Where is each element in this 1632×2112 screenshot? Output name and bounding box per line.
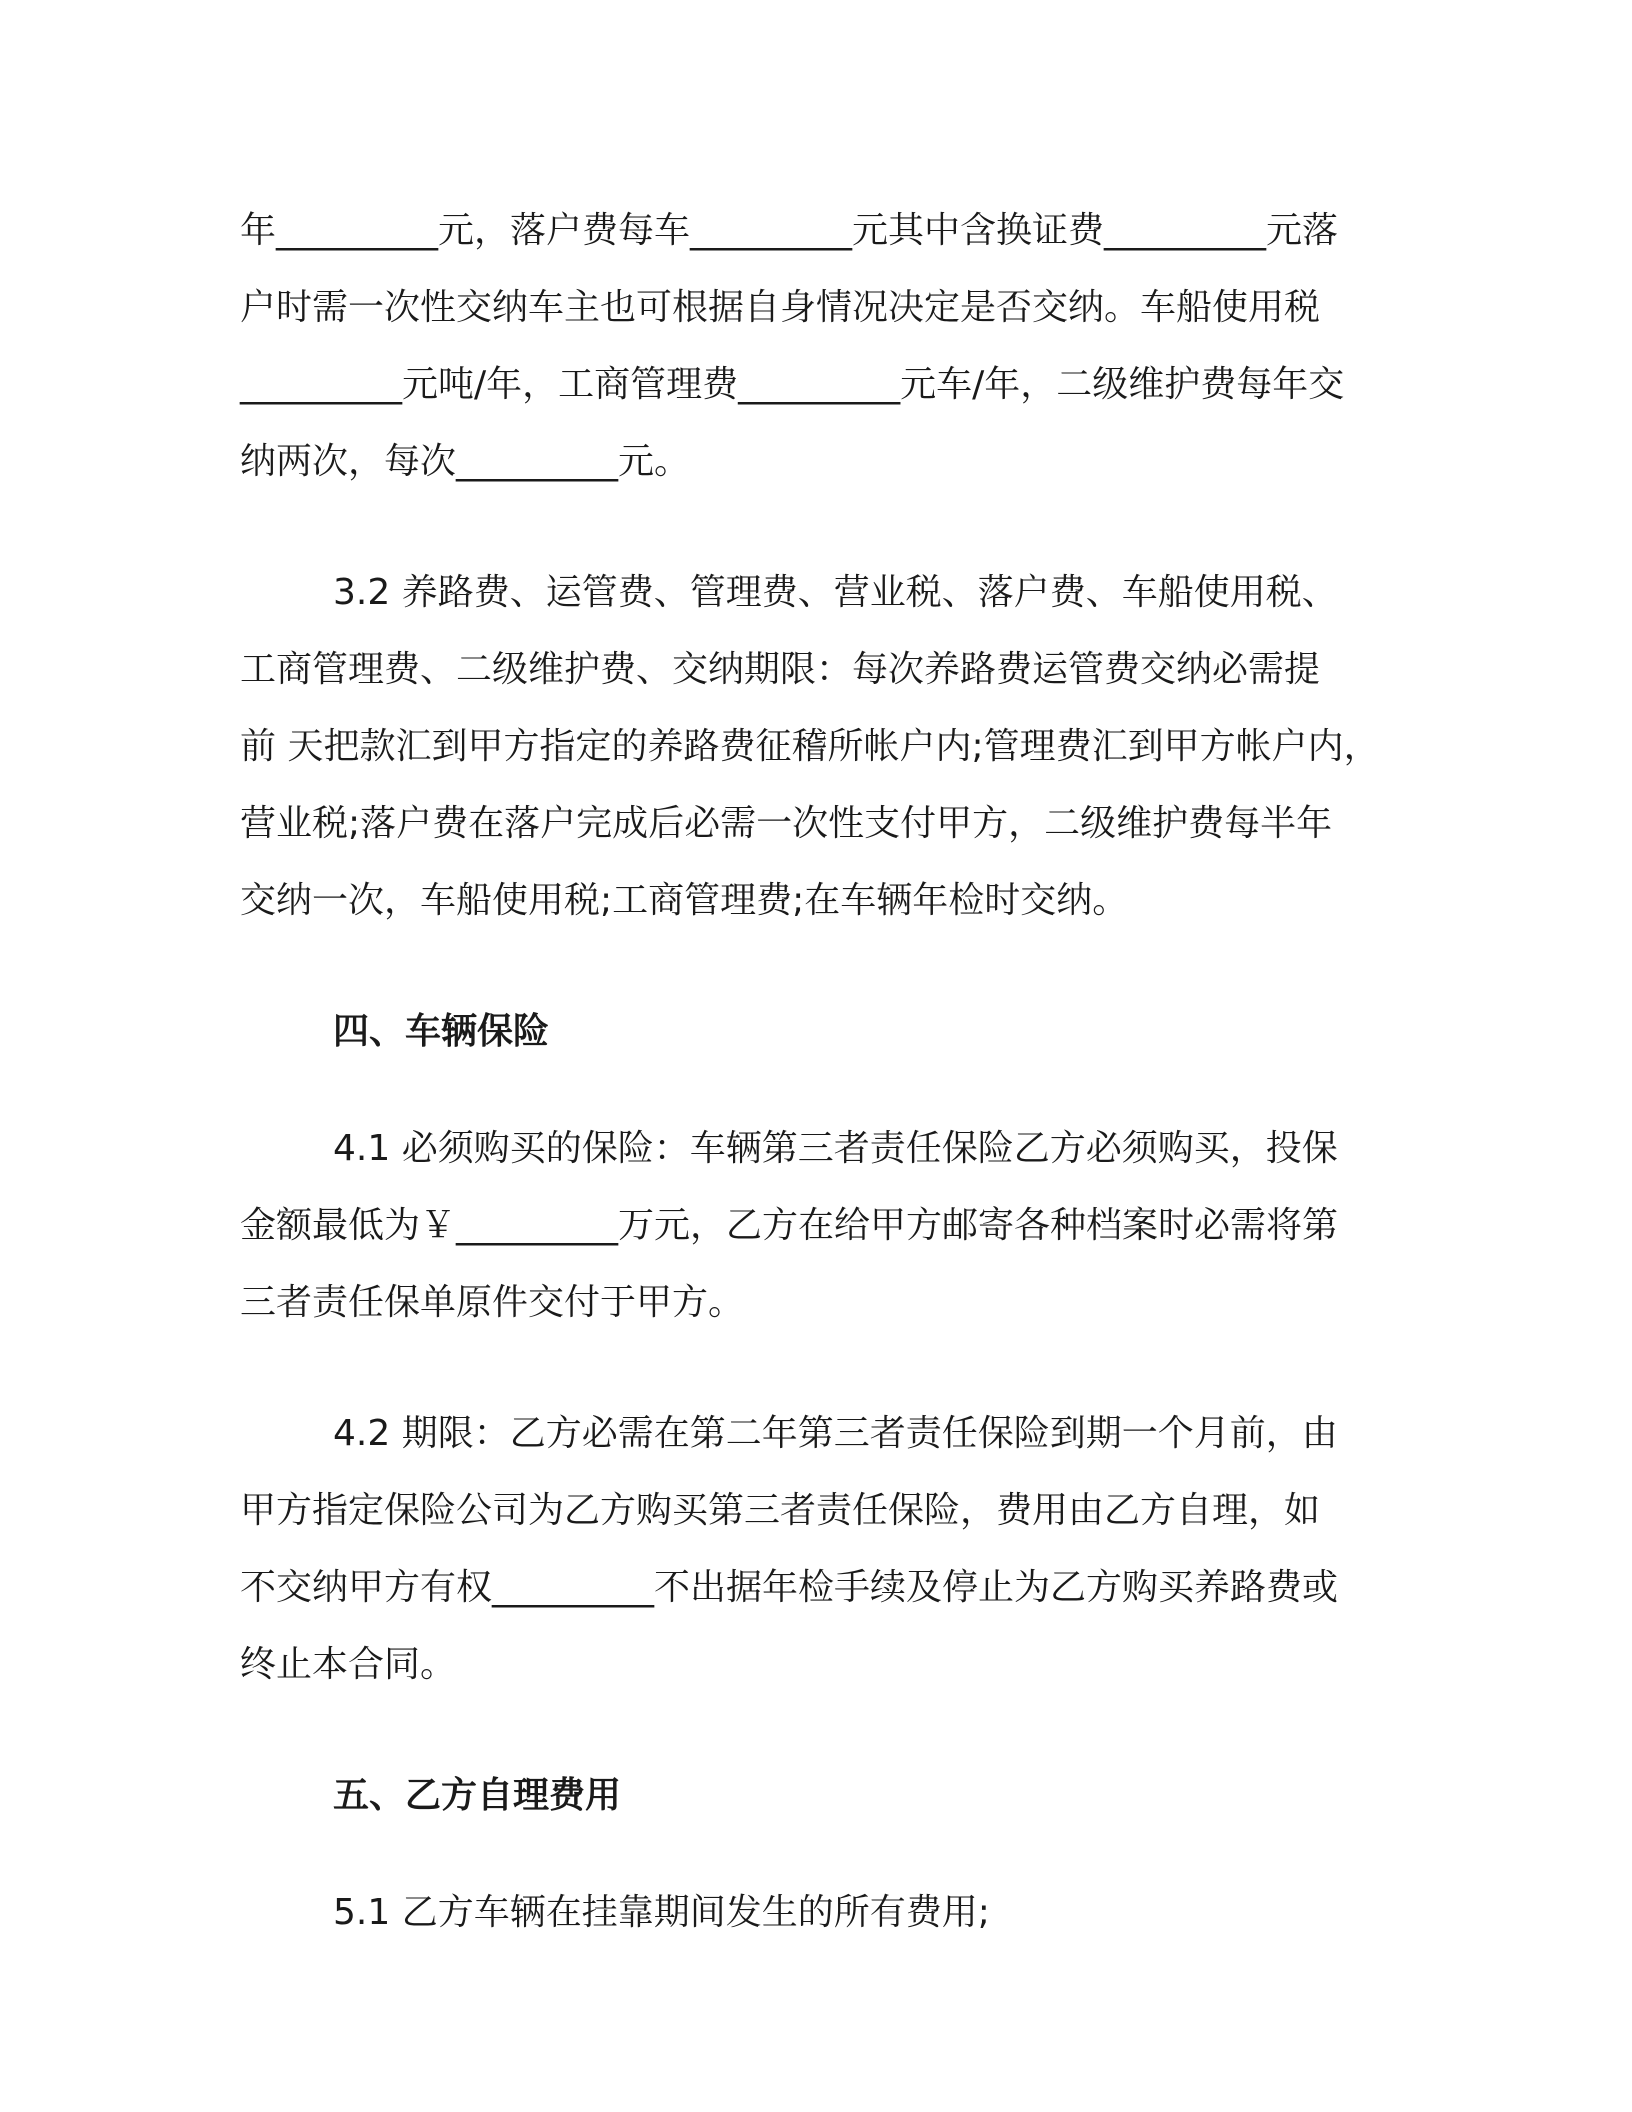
paragraph-5-1: 5.1 乙方车辆在挂靠期间发生的所有费用; (333, 1892, 990, 1933)
text-line: 前 天把款汇到甲方指定的养路费征稽所帐户内;管理费汇到甲方帐户内， (240, 726, 1380, 767)
text-line: 营业税;落户费在落户完成后必需一次性支付甲方，二级维护费每半年 (240, 803, 1333, 844)
text-line: 工商管理费、二级维护费、交纳期限：每次养路费运管费交纳必需提 (240, 649, 1321, 690)
text-line: 三者责任保单原件交付于甲方。 (240, 1282, 745, 1323)
text-line: 甲方指定保险公司为乙方购买第三者责任保险，费用由乙方自理，如 (240, 1490, 1321, 1531)
text-line: 户时需一次性交纳车主也可根据自身情况决定是否交纳。车船使用税 (240, 287, 1321, 328)
text-line: 不交纳甲方有权_________不出据年检手续及停止为乙方购买养路费或 (240, 1567, 1339, 1608)
text-line: 交纳一次，车船使用税;工商管理费;在车辆年检时交纳。 (240, 880, 1129, 921)
text-line: 终止本合同。 (240, 1644, 457, 1685)
paragraph-4-1 (240, 1110, 1400, 1341)
text-line: 4.2 期限：乙方必需在第二年第三者责任保险到期一个月前，由 (333, 1413, 1338, 1454)
document-page (240, 192, 1400, 1951)
section-heading-insurance: 四、车辆保险 (333, 1011, 550, 1052)
text-line: 年_________元，落户费每车_________元其中含换证费_________元落 (240, 210, 1339, 251)
text-line: 纳两次，每次_________元。 (240, 441, 691, 482)
text-line: _________元吨/年，工商管理费_________元车/年，二级维护费每年交 (240, 364, 1345, 405)
paragraph-4-2 (240, 1395, 1400, 1703)
paragraph-fees (240, 192, 1400, 500)
text-line: 4.1 必须购买的保险：车辆第三者责任保险乙方必须购买，投保 (333, 1128, 1338, 1169)
text-line: 金额最低为￥_________万元，乙方在给甲方邮寄各种档案时必需将第 (240, 1205, 1339, 1246)
section-heading-self-expenses: 五、乙方自理费用 (333, 1775, 622, 1816)
paragraph-3-2 (240, 554, 1400, 939)
text-line: 3.2 养路费、运管费、管理费、营业税、落户费、车船使用税、 (333, 572, 1338, 613)
